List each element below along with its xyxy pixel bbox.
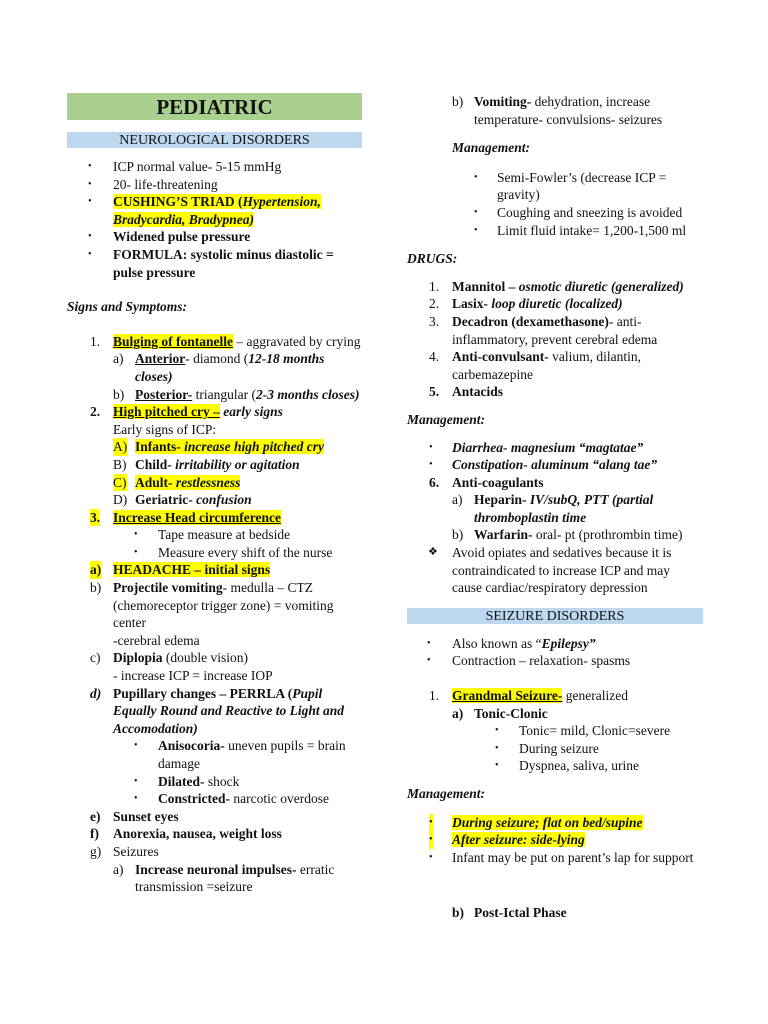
list-item — [407, 526, 703, 544]
list-item — [67, 193, 362, 228]
list-item-text-emphasis: irritability or agitation — [171, 456, 300, 472]
list-item-lead: Vomiting- — [474, 94, 532, 109]
list-item-text: 20- life-threatening — [113, 176, 218, 192]
list-item — [407, 348, 703, 383]
list-number: 1. — [429, 688, 440, 704]
bullet-icon: • — [134, 740, 138, 752]
bullet-icon: • — [427, 637, 431, 649]
bullet-icon: • — [134, 529, 138, 541]
list-item-text-emphasis: restlessness — [172, 474, 241, 490]
list-item-lead: Anti-convulsant- — [452, 349, 549, 365]
list-number: 2. — [90, 404, 101, 420]
right-column — [407, 93, 703, 922]
list-letter: A) — [113, 439, 128, 455]
list-item-text: Contraction – relaxation- spasms — [452, 653, 631, 669]
bullet-icon: • — [429, 814, 433, 832]
list-item-text: uneven pupils = brain damage — [158, 738, 346, 771]
list-number: 1. — [429, 278, 440, 294]
list-item-lead: Pupillary changes — [113, 685, 217, 701]
list-item-lead: High pitched cry – — [113, 404, 220, 420]
list-item-lead: Bulging of fontanelle — [113, 333, 234, 349]
bullet-icon: • — [88, 231, 92, 243]
list-item-text: generalized — [562, 688, 628, 704]
bullet-icon: • — [134, 775, 138, 787]
bullet-icon: • — [495, 760, 499, 772]
list-item — [407, 204, 703, 222]
list-item — [67, 649, 362, 667]
list-number: 1. — [90, 333, 101, 349]
list-item-text: During seizure — [519, 740, 599, 756]
list-item-text: CUSHING’S TRIAD ( — [113, 194, 243, 210]
list-item-lead: Post-Ictal Phase — [474, 905, 567, 921]
list-item-text: Constipation- aluminum “alang tae” — [452, 457, 658, 473]
list-item — [67, 825, 362, 843]
list-item — [67, 526, 362, 544]
list-item — [407, 652, 703, 670]
list-item-subtext: - increase ICP = increase IOP — [113, 668, 273, 684]
list-item-text: narcotic overdose — [229, 791, 329, 807]
list-item — [67, 808, 362, 826]
list-letter: d) — [90, 685, 102, 701]
list-letter: b) — [452, 905, 465, 921]
list-item — [67, 438, 362, 456]
management-heading: Management: — [407, 786, 486, 801]
list-item — [67, 228, 362, 246]
bullet-icon: • — [429, 831, 433, 849]
list-item — [407, 849, 703, 867]
list-item — [67, 790, 362, 808]
list-item-lead: Heparin- — [474, 492, 527, 508]
list-item-lead: Anti-coagulants — [452, 474, 544, 490]
section-heading-neurological: NEUROLOGICAL DISORDERS — [67, 132, 362, 148]
drugs-heading: DRUGS: — [407, 251, 458, 267]
list-number: 6. — [429, 474, 440, 490]
bullet-icon: • — [88, 178, 92, 190]
management-heading: Management: — [407, 411, 486, 427]
bullet-icon: • — [474, 224, 478, 236]
list-letter: b) — [90, 580, 102, 596]
list-letter: f) — [90, 826, 99, 842]
list-item — [67, 685, 362, 738]
list-item-text: Also known as “ — [452, 635, 542, 651]
list-item-text: dehydration, increase temperature- convulsions- seizures — [474, 94, 663, 127]
list-item-lead: Decadron (dexamethasone) — [452, 313, 609, 329]
list-item-text-emphasis: early signs — [219, 404, 283, 420]
section-heading-seizure: SEIZURE DISORDERS — [407, 608, 703, 624]
list-number: 2. — [429, 296, 440, 312]
list-item-text: HEADACHE – initial signs — [113, 562, 271, 578]
list-number: 4. — [429, 349, 440, 365]
list-item — [407, 722, 703, 740]
list-item — [407, 635, 703, 653]
list-item — [407, 491, 703, 526]
list-item-lead: Anterior — [135, 351, 186, 367]
bullet-icon: • — [474, 171, 478, 183]
bullet-icon: • — [495, 725, 499, 737]
list-item — [407, 687, 703, 705]
list-letter: e) — [90, 808, 101, 824]
bullet-icon: • — [495, 742, 499, 754]
list-item-text-emphasis: Pupil Equally Round and Reactive to Light and Accomodation) — [113, 685, 345, 736]
list-item-text: triangular ( — [192, 386, 256, 402]
list-item-lead: Dilated- — [158, 773, 205, 789]
list-letter: c) — [90, 650, 101, 666]
list-item — [67, 403, 362, 421]
list-item-text-emphasis: loop diuretic (localized) — [488, 296, 623, 312]
list-item-text: Limit fluid intake= 1,200-1,500 ml — [497, 222, 687, 238]
bullet-icon: • — [88, 196, 92, 208]
management-bullet-list — [407, 169, 703, 239]
list-item-text-emphasis: 12-18 months closes) — [135, 351, 325, 384]
list-item-text: Sunset eyes — [113, 808, 179, 824]
list-letter: B) — [113, 456, 127, 472]
list-item-text: – aggravated by crying — [233, 333, 361, 349]
list-item — [67, 579, 362, 632]
list-item-lead: Diplopia — [113, 650, 163, 666]
list-item-text: Avoid opiates and sedatives because it is contraindicated to increase ICP and may cause cardiac/respiratory depression — [452, 545, 672, 596]
list-letter: a) — [113, 351, 124, 367]
seizure-management-list — [407, 814, 703, 867]
bullet-icon: • — [134, 546, 138, 558]
list-letter: a) — [452, 705, 464, 721]
list-item — [407, 383, 703, 401]
list-item-text: Dyspnea, saliva, urine — [519, 758, 639, 774]
list-item-text: Coughing and sneezing is avoided — [497, 204, 683, 220]
list-item-lead: Projectile vomiting — [113, 580, 223, 596]
bullet-icon: • — [429, 851, 433, 863]
intro-bullet-list — [67, 158, 362, 281]
list-item-text: Widened pulse pressure — [113, 229, 251, 245]
list-item-text: - anti-inflammatory, prevent cerebral edema — [452, 313, 658, 347]
list-item — [67, 246, 362, 281]
list-item — [407, 757, 703, 775]
list-item — [407, 278, 703, 296]
list-item-text: erratic transmission =seizure — [135, 861, 335, 895]
list-item — [407, 222, 703, 240]
list-item-text-emphasis: Hypertension, Bradycardia, Bradypnea) — [113, 194, 321, 227]
list-item — [407, 740, 703, 758]
list-item — [67, 333, 362, 351]
list-item-subtext: Early signs of ICP: — [113, 421, 217, 437]
list-item-text: After seizure: side-lying — [452, 832, 585, 848]
list-item — [407, 831, 703, 849]
bullet-icon: • — [427, 655, 431, 667]
list-item-text: Anorexia, nausea, weight loss — [113, 826, 282, 842]
list-item-lead: Warfarin- — [474, 527, 533, 543]
list-item — [407, 705, 703, 723]
list-item-text: Measure every shift of the nurse — [158, 544, 333, 560]
list-letter: C) — [113, 474, 127, 490]
list-item-text: - medulla – CTZ (chemoreceptor trigger zone) = vomiting center — [113, 580, 334, 631]
seizure-bullet-list — [407, 635, 703, 670]
list-item — [407, 474, 703, 492]
list-item-lead: Mannitol – — [452, 278, 516, 294]
list-item-text: FORMULA: systolic minus diastolic = pulse pressure — [113, 246, 334, 280]
list-item-lead: Adult- — [135, 474, 173, 490]
list-item-text: During seizure; flat on bed/supine — [452, 814, 643, 830]
bullet-icon: • — [134, 793, 138, 805]
list-letter: b) — [452, 94, 464, 109]
bullet-icon: • — [429, 459, 433, 471]
list-item-subtext: -cerebral edema — [113, 632, 200, 648]
list-item-text: (double vision) — [162, 650, 249, 666]
list-item-lead: Infants- — [135, 439, 181, 455]
list-item-text: oral- pt (prothrombin time) — [532, 527, 683, 543]
list-number: 3. — [90, 509, 101, 525]
list-item-lead: Geriatric- — [135, 492, 193, 508]
list-item — [67, 456, 362, 474]
list-item-text: Semi-Fowler’s (decrease ICP = gravity) — [497, 169, 667, 203]
signs-heading: Signs and Symptoms: — [67, 299, 188, 315]
list-item — [67, 509, 362, 527]
list-item-text: valium, dilantin, carbemazepine — [452, 349, 642, 382]
list-letter: b) — [113, 386, 125, 402]
left-column — [67, 93, 362, 896]
list-item — [67, 843, 362, 861]
drugs-list — [407, 278, 703, 401]
list-number: 5. — [429, 384, 440, 400]
list-item-text-emphasis: osmotic diuretic (generalized) — [515, 278, 684, 294]
list-item-lead: Increase neuronal impulses- — [135, 861, 297, 877]
bullet-icon: • — [429, 441, 433, 453]
management-heading: Management: — [452, 140, 531, 156]
list-item — [407, 313, 703, 348]
list-item-text-emphasis: confusion — [192, 492, 252, 508]
list-item — [407, 904, 703, 922]
list-item-lead: Grandmal Seizure- — [452, 688, 563, 704]
list-number: 3. — [429, 313, 440, 329]
diamond-bullet-icon: ❖ — [428, 546, 438, 559]
list-letter: b) — [452, 527, 464, 543]
list-item — [67, 176, 362, 194]
list-item-lead: Anisocoria- — [158, 738, 225, 754]
list-item — [67, 474, 362, 492]
list-item — [67, 386, 362, 404]
bullet-icon: • — [88, 161, 92, 172]
list-letter: a) — [452, 492, 463, 508]
list-item — [67, 561, 362, 579]
page-title: PEDIATRIC — [67, 93, 362, 120]
list-item-text: Diarrhea- magnesium “magtatae” — [452, 439, 644, 455]
list-item-text-emphasis: Epilepsy” — [541, 635, 596, 651]
list-item-text-emphasis: increase high pitched cry — [180, 439, 325, 455]
list-letter: a) — [90, 562, 102, 578]
list-item — [67, 491, 362, 509]
list-item-text: Tonic= mild, Clonic=severe — [519, 723, 671, 739]
list-item-lead: Tonic-Clonic — [474, 705, 548, 721]
list-item — [67, 773, 362, 791]
list-item-text-emphasis: 2-3 months closes) — [255, 386, 360, 402]
list-item — [407, 295, 703, 313]
list-item-lead: Constricted- — [158, 791, 230, 807]
list-letter: g) — [90, 843, 102, 859]
list-item — [407, 814, 703, 832]
list-item-lead: Lasix- — [452, 296, 489, 312]
list-item-lead: Child- — [135, 456, 172, 472]
bullet-icon: • — [88, 248, 92, 260]
list-item — [407, 169, 703, 204]
list-item-text: Seizures — [113, 843, 159, 859]
list-item-lead: Increase Head circumference — [113, 509, 281, 525]
list-item — [407, 439, 703, 457]
list-item — [407, 93, 703, 128]
list-item — [67, 544, 362, 562]
bullet-icon: • — [474, 206, 478, 218]
list-item — [67, 737, 362, 772]
list-item-text: shock — [204, 773, 240, 789]
list-item — [67, 158, 362, 176]
list-item — [67, 350, 362, 385]
list-item-text-emphasis: IV/subQ, PTT (partial thromboplastin time — [474, 492, 654, 525]
management-list — [407, 439, 703, 597]
list-item-text: ICP normal value- 5-15 mmHg — [113, 159, 282, 174]
list-item — [407, 544, 703, 597]
list-item-text: Infant may be put on parent’s lap for support — [452, 849, 694, 865]
list-letter: D) — [113, 492, 128, 508]
list-item — [67, 861, 362, 896]
list-item-lead: Posterior- — [135, 386, 193, 402]
list-letter: a) — [113, 861, 124, 877]
list-item-text: – PERRLA ( — [216, 685, 293, 701]
list-item — [407, 456, 703, 474]
list-item-text: Tape measure at bedside — [158, 527, 291, 543]
list-item-lead: Antacids — [452, 384, 504, 400]
list-item-text: - diamond ( — [185, 351, 249, 367]
